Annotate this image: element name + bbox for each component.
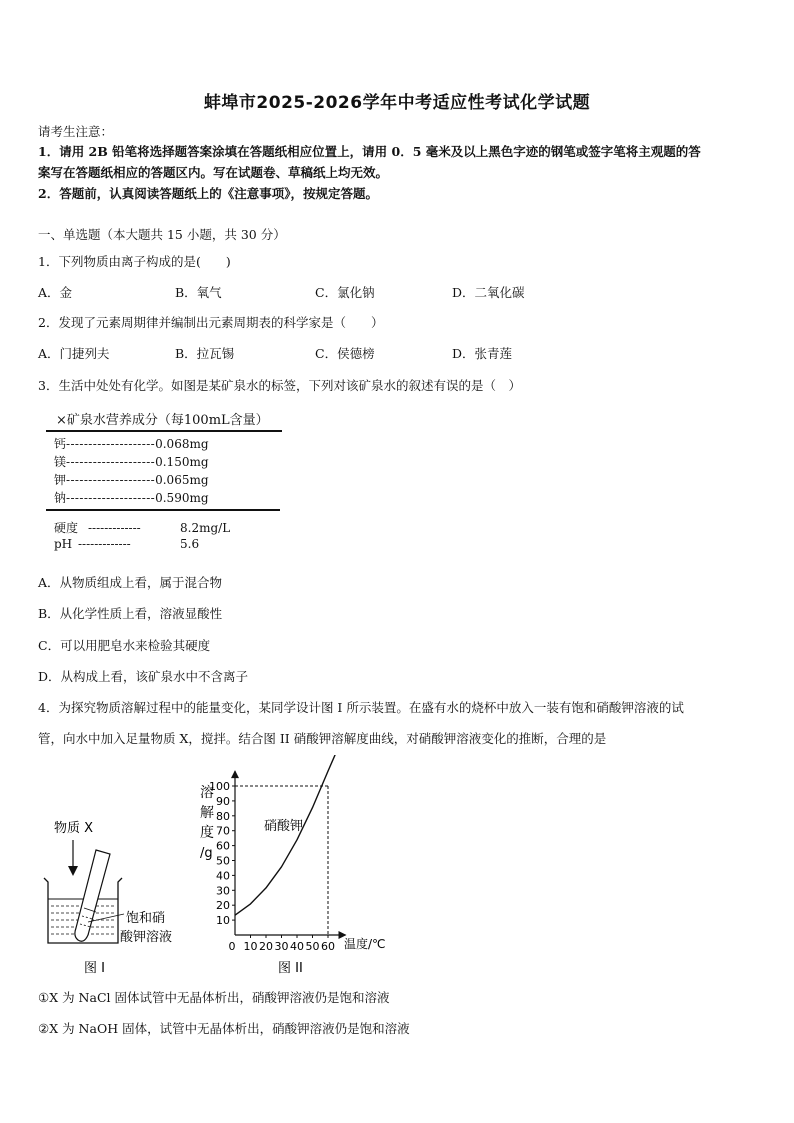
notice-item-1-line-2: 案写在答题纸相应的答题区内。写在试题卷、草稿纸上均无效。 (38, 165, 389, 180)
x-tick-label: 10 (243, 940, 258, 953)
q3-option-b: B．从化学性质上看，溶液显酸性 (38, 606, 223, 621)
y-axis-label-char-4: /g (200, 846, 213, 861)
substance-x-label: 物质 X (54, 821, 94, 836)
nutrient-name: 钾 (54, 473, 67, 487)
q3-option-c: C．可以用肥皂水来检验其硬度 (38, 638, 211, 653)
q4-stem-line-1: 4．为探究物质溶解过程中的能量变化，某同学设计图 I 所示装置。在盛有水的烧杯中放入一装有饱和硝酸钾溶液的试 (38, 700, 684, 715)
q1-option-a: A．金 (38, 285, 73, 300)
q2-option-d: D．张青莲 (452, 346, 513, 361)
chart-curve (235, 755, 336, 915)
y-tick-label: 100 (209, 780, 230, 793)
label-bottom-rule (46, 509, 280, 511)
q3-option-a: A．从物质组成上看，属于混合物 (38, 575, 223, 590)
leader-dashes: ------------- (88, 521, 141, 535)
q4-statement-2: ②X 为 NaOH 固体，试管中无晶体析出，硝酸钾溶液仍是饱和溶液 (38, 1021, 410, 1036)
y-tick-label: 20 (216, 899, 230, 913)
q4-statement-1: ①X 为 NaCl 固体试管中无晶体析出，硝酸钾溶液仍是饱和溶液 (38, 990, 390, 1005)
section-heading: 一、单选题（本大题共 15 小题，共 30 分） (38, 227, 286, 242)
solution-label-line-1: 饱和硝 (126, 911, 166, 926)
label-row-ph (54, 537, 199, 551)
label-row-hardness (54, 519, 230, 536)
y-axis-label-char-3: 度 (200, 825, 214, 841)
x-tick-label: 40 (290, 940, 304, 953)
nutrient-value: 0.068mg (155, 437, 209, 451)
x-tick-label: 60 (321, 940, 335, 953)
page-title: 蚌埠市2025-2026学年中考适应性考试化学试题 (203, 93, 591, 113)
notice-item-1-line-1: 1．请用 2B 铅笔将选择题答案涂填在答题纸相应位置上，请用 0．5 毫米及以上黑色字迹的钢笔或签字笔将主观题的答 (38, 144, 701, 159)
y-axis-arrow-icon (231, 770, 239, 778)
label-row-sodium (54, 489, 209, 506)
q1-option-d: D．二氧化碳 (452, 285, 525, 300)
q2-option-a: A．门捷列夫 (38, 346, 110, 361)
q4-stem-line-2: 管，向水中加入足量物质 X，搅拌。结合图 II 硝酸钾溶解度曲线，对硝酸钾溶液变化的推断，合理的是 (38, 731, 607, 746)
property-name: 硬度 (54, 521, 79, 535)
y-axis-label-char-1: 溶 (200, 785, 214, 801)
x-tick-label: 50 (305, 940, 320, 953)
q2-option-c: C．侯德榜 (315, 346, 375, 361)
label-header: ×矿泉水营养成分（每100mL含量） (56, 413, 269, 428)
leader-dashes: ------------- (78, 537, 131, 551)
label-top-rule (46, 430, 282, 432)
label-row-calcium (54, 435, 209, 452)
property-name: pH (54, 537, 73, 551)
label-row-potassium (54, 471, 209, 488)
y-tick-label: 70 (216, 824, 230, 838)
y-tick-label: 50 (216, 854, 230, 868)
figure-2-caption: 图 II (278, 961, 303, 976)
nutrient-name: 钠 (54, 491, 67, 505)
q2-stem: 2．发现了元素周期律并编制出元素周期表的科学家是（ ） (38, 315, 384, 330)
chart-ticks (209, 780, 335, 953)
curve-label: 硝酸钾 (264, 819, 304, 834)
nutrient-value: 0.065mg (155, 473, 209, 487)
x-axis-label: 温度/℃ (344, 937, 386, 951)
y-tick-label: 60 (216, 839, 230, 853)
q1-stem: 1．下列物质由离子构成的是( ) (38, 254, 231, 269)
y-tick-label: 90 (216, 794, 230, 808)
q3-option-d: D．从构成上看，该矿泉水中不含离子 (38, 669, 249, 684)
y-axis-label-char-2: 解 (200, 805, 214, 821)
x-tick-label: 30 (274, 940, 289, 953)
notice-heading: 请考生注意： (38, 124, 114, 139)
figure-2-solubility-chart (190, 755, 410, 985)
y-tick-label: 40 (216, 869, 230, 883)
x-tick-label: 0 (228, 940, 236, 953)
x-tick-label: 20 (259, 940, 273, 953)
y-tick-label: 10 (216, 914, 230, 928)
nutrient-name: 钙 (54, 437, 67, 451)
property-value: 8.2mg/L (180, 521, 231, 535)
property-value: 5.6 (180, 537, 200, 551)
nutrient-value: 0.590mg (155, 491, 209, 505)
leader-dashes: -------------------- (66, 437, 156, 451)
nutrient-value: 0.150mg (155, 455, 209, 469)
chart-guides (235, 786, 328, 935)
q2-option-b: B．拉瓦锡 (175, 346, 235, 361)
solution-label-line-2: 酸钾溶液 (120, 930, 173, 945)
leader-dashes: -------------------- (66, 455, 156, 469)
y-tick-label: 30 (216, 884, 230, 898)
q1-option-b: B．氧气 (175, 285, 222, 300)
figure-1-apparatus (38, 810, 198, 985)
y-tick-label: 80 (216, 809, 230, 823)
test-tube (75, 850, 110, 941)
q1-option-c: C．氯化钠 (315, 285, 375, 300)
nutrient-name: 镁 (54, 455, 67, 469)
leader-dashes: -------------------- (66, 491, 156, 505)
notice-item-2: 2．答题前，认真阅读答题纸上的《注意事项》，按规定答题。 (38, 186, 378, 201)
down-arrow-icon (68, 866, 78, 876)
leader-dashes: -------------------- (66, 473, 156, 487)
q3-stem: 3．生活中处处有化学。如图是某矿泉水的标签，下列对该矿泉水的叙述有误的是（ ） (38, 378, 521, 393)
solubility-curve-potassium-nitrate (235, 755, 336, 915)
figure-1-caption: 图 I (84, 961, 105, 976)
label-row-magnesium (54, 453, 209, 470)
